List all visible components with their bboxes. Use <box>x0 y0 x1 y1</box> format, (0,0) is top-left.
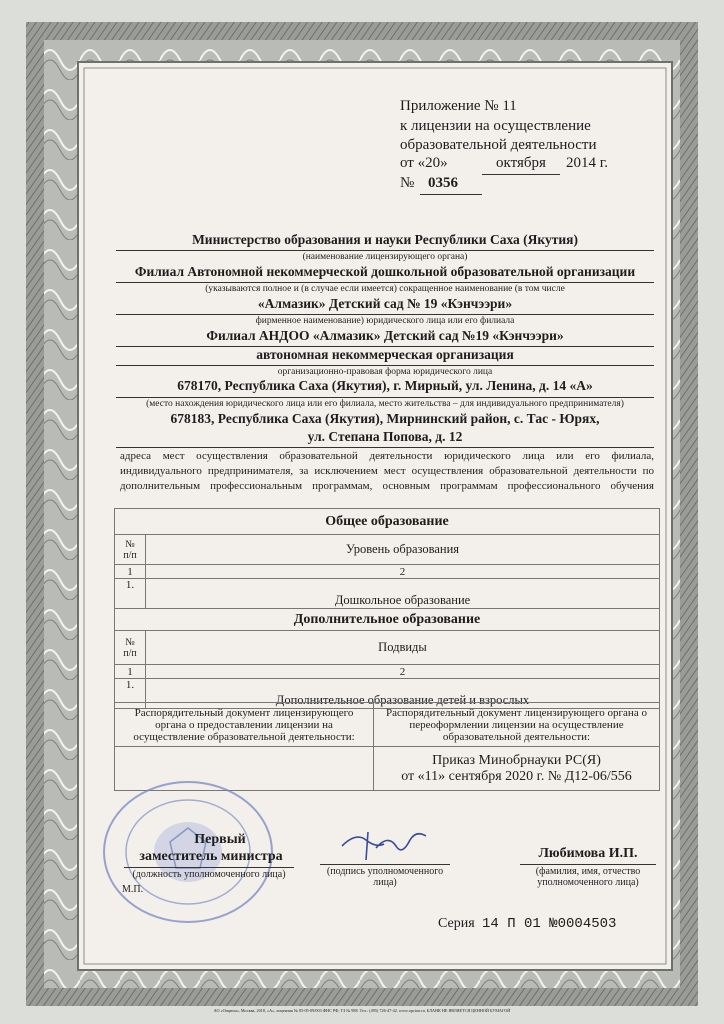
col-num-line2: п/п <box>123 647 137 659</box>
appendix-header <box>400 97 640 156</box>
number-underline <box>420 194 482 195</box>
stamp-label: М.П. <box>122 884 144 895</box>
date-underline <box>482 174 560 175</box>
general-education-title: Общее образование <box>115 509 660 535</box>
brand-underline <box>116 314 654 315</box>
signer-name: Любимова И.П. <box>538 846 638 861</box>
position-underline <box>124 867 294 868</box>
order-reissue-value-line1: Приказ Минобрнауки РС(Я) <box>432 752 601 768</box>
order-grant-line2: органа о предоставлении лицензии на <box>155 718 333 731</box>
index-1: 1 <box>115 565 146 579</box>
name-caption-line2: уполномоченного лица) <box>537 877 639 888</box>
organ-caption: (наименование лицензирующего органа) <box>302 252 468 262</box>
row-value: Дополнительное образование детей и взрослых <box>146 679 660 709</box>
name-caption <box>520 866 656 888</box>
legal-form-underline <box>116 365 654 366</box>
index-2: 2 <box>146 565 660 579</box>
activity-caption-line2: индивидуального предпринимателя, за исключением мест осуществления образовательной деятельности по <box>120 465 654 477</box>
order-reissue-label <box>374 703 660 747</box>
organ-underline <box>116 250 654 251</box>
appendix-line2: к лицензии на осуществление <box>400 117 591 134</box>
index-2: 2 <box>146 665 660 679</box>
activity-underline <box>116 447 654 448</box>
name-caption-line1: (фамилия, имя, отчество <box>535 866 641 877</box>
licensee-full-name: Филиал Автономной некоммерческой дошкольной образовательной организации <box>134 264 636 279</box>
signature-caption-line1: (подпись уполномоченного <box>326 866 444 877</box>
col-level: Уровень образования <box>146 535 660 565</box>
activity-address-line1: 678183, Республика Саха (Якутия), Мирнинский район, с. Тас - Юрях, <box>170 411 600 426</box>
order-grant-line1: Распорядительный документ лицензирующего <box>134 706 354 719</box>
order-reissue-value <box>374 747 660 791</box>
appendix-title: Приложение № 11 <box>400 98 517 114</box>
col-subtype: Подвиды <box>146 631 660 665</box>
signer-position-line1: Первый <box>194 832 246 847</box>
signature-caption-line2: лица) <box>373 877 397 888</box>
legal-form: автономная некоммерческая организация <box>256 347 514 362</box>
name-underline <box>520 864 656 865</box>
order-grant-line3: осуществление образовательной деятельности: <box>133 730 355 743</box>
row-value: Дошкольное образование <box>146 579 660 609</box>
position-caption: (должность уполномоченного лица) <box>132 869 286 880</box>
col-num <box>115 535 146 565</box>
activity-caption-line3: дополнительным профессиональным программам, основным программам профессионального обучения <box>120 480 654 492</box>
appendix-date-prefix: от «20» <box>400 155 448 171</box>
licensee-brand-name: «Алмазик» Детский сад № 19 «Кэнчээри» <box>257 296 513 311</box>
licensee-short-name: Филиал АНДОО «Алмазик» Детский сад №19 «Кэнчээри» <box>206 328 564 343</box>
row-num: 1. <box>115 679 146 709</box>
signature-caption <box>320 866 450 888</box>
general-education-table <box>114 508 660 709</box>
printer-imprint: АО «Опцион», Москва, 2018, «А», лицензия № 05-05-09/003 ФНС РФ, ТЗ № 988. Тел.: (495) 726-47-42, www.opcion.ru. БЛАНК НЕ ЯВЛЯЕТСЯ ЦЕННОЙ БУМАГОЙ <box>213 1008 511 1013</box>
order-reissue-line1: Распорядительный документ лицензирующего органа о <box>386 706 647 719</box>
licensing-organ: Министерство образования и науки Республики Саха (Якутия) <box>192 232 578 247</box>
address-caption: (место нахождения юридического лица или его филиала, место жительства – для индивидуального предпринимателя) <box>146 399 624 409</box>
col-num-line1: № <box>125 538 135 550</box>
series-number: 14 П 01 №0004503 <box>482 916 617 932</box>
appendix-number: 0356 <box>428 175 458 191</box>
signature-underline <box>320 864 450 865</box>
address-underline <box>116 397 654 398</box>
activity-address-line2: ул. Степана Попова, д. 12 <box>307 429 463 444</box>
row-num: 1. <box>115 579 146 609</box>
col-num-line2: п/п <box>123 549 137 561</box>
handwritten-signature <box>336 826 436 866</box>
index-1: 1 <box>115 665 146 679</box>
order-reissue-line3: образовательной деятельности: <box>442 730 591 743</box>
col-num-line1: № <box>125 636 135 648</box>
series-label: Серия <box>438 916 475 931</box>
appendix-line3: образовательной деятельности <box>400 137 597 153</box>
col-num <box>115 631 146 665</box>
appendix-date-month: октября <box>496 155 546 171</box>
legal-address: 678170, Республика Саха (Якутия), г. Мирный, ул. Ленина, д. 14 «А» <box>177 378 593 393</box>
full-name-underline <box>116 282 654 283</box>
additional-education-title: Дополнительное образование <box>115 609 660 631</box>
order-reissue-line2: переоформлении лицензии на осуществление <box>409 718 624 731</box>
appendix-number-prefix: № <box>400 175 415 191</box>
brand-caption: фирменное наименование) юридического лица или его филиала <box>255 316 515 326</box>
signer-position-line2: заместитель министра <box>139 849 283 864</box>
full-name-caption: (указываются полное и (в случае если имеется) сокращенное наименование (в том числе <box>205 284 565 294</box>
order-reissue-value-line2: от «11» сентября 2020 г. № Д12-06/556 <box>401 768 632 784</box>
legal-form-caption: организационно-правовая форма юридического лица <box>277 367 493 377</box>
appendix-date-year: 2014 г. <box>566 155 608 171</box>
activity-caption-line1: адреса мест осуществления образовательной деятельности юридического лица или его филиала, <box>120 450 654 462</box>
order-grant-label <box>115 703 374 747</box>
